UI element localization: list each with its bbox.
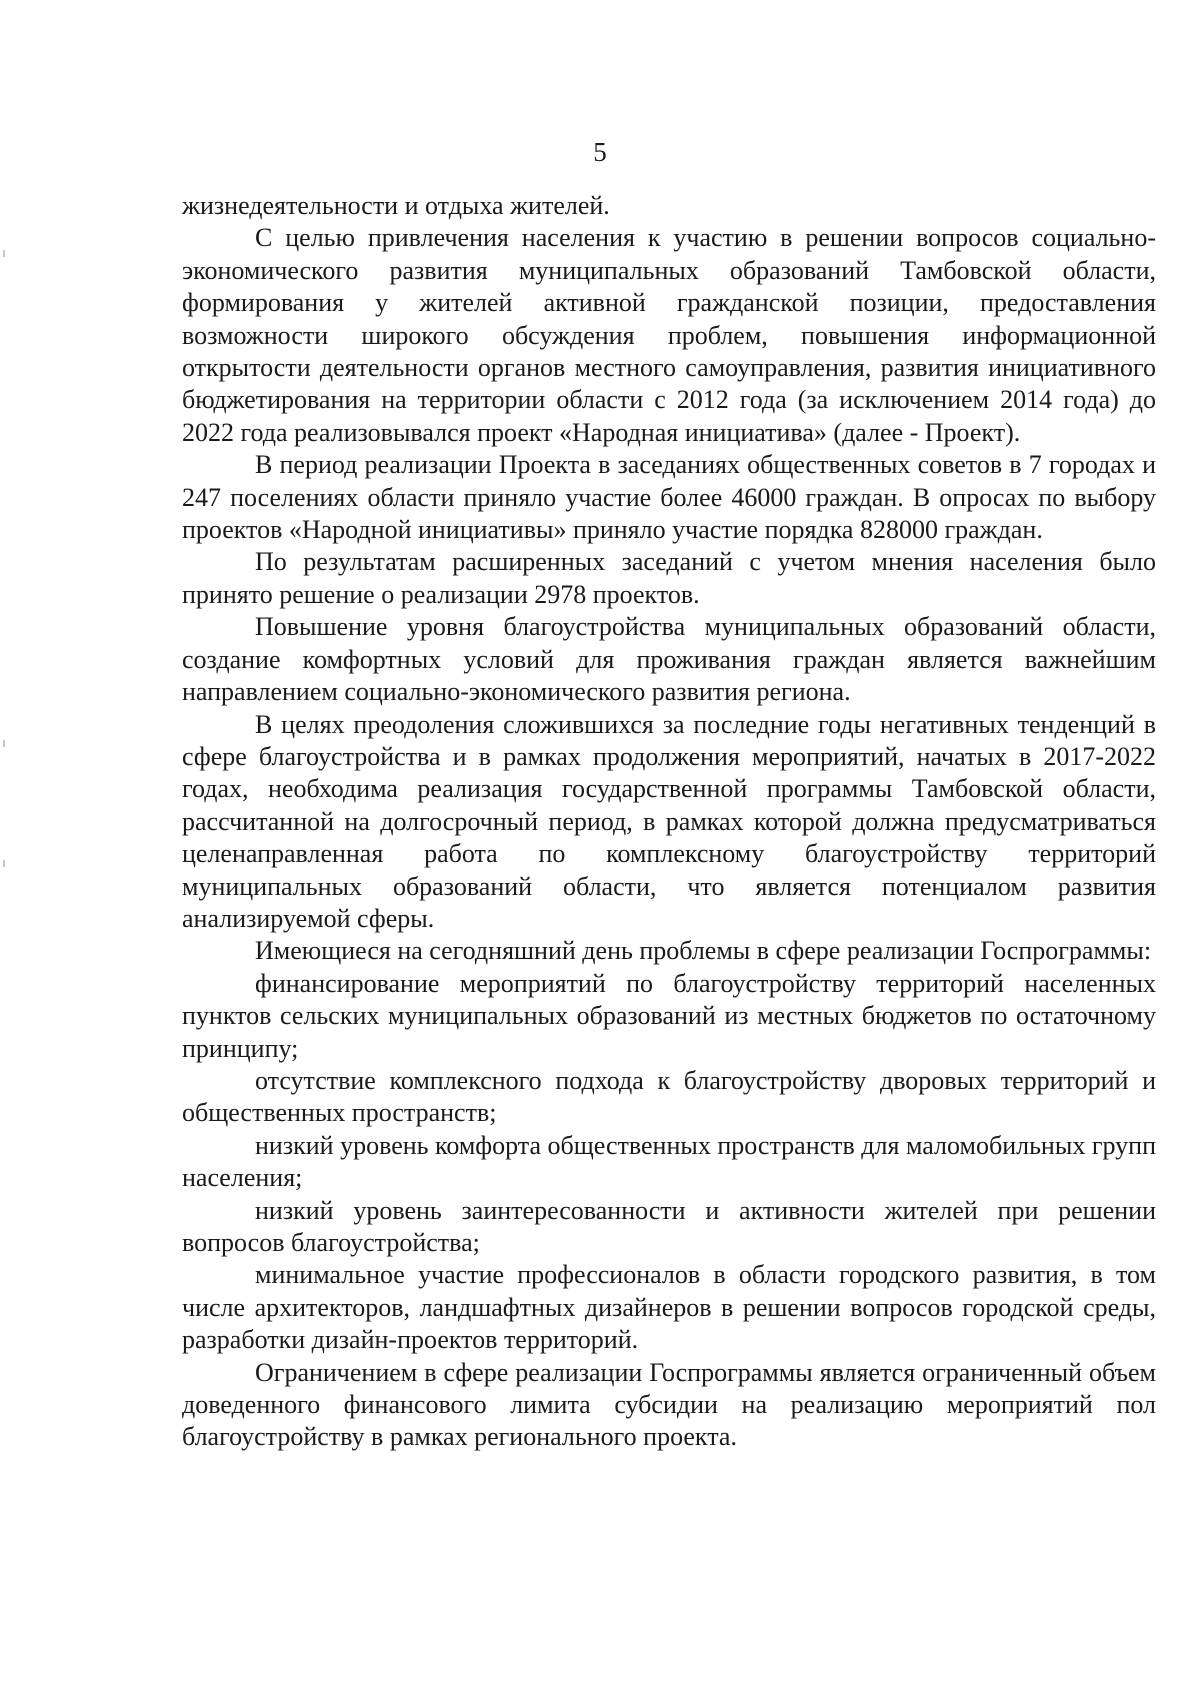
problem-item-professionals: минимальное участие профессионалов в области городского развития, в том числе архитекторов, ландшафтных дизайнеров в решении вопросов городской среды, разработки дизайн-проектов территорий.	[182, 1260, 1156, 1355]
paragraph-limitation: Ограничением в сфере реализации Госпрограммы является ограниченный объем доведенного финансового лимита субсидии на реализацию мероприятий пол благоустройству в рамках регионального проекта.	[182, 1357, 1156, 1452]
paragraph-results: По результатам расширенных заседаний с учетом мнения населения было принято решение о реализации 2978 проектов.	[182, 547, 1156, 609]
paragraph-project-goal: С целью привлечения населения к участию в решении вопросов социально-экономического развития муниципальных образований Тамбовской области, формирования у жителей активной гражданской позиции, предоставления возможности широкого обсуждения проблем, повышения информационной открытости деятельности органов местного самоуправления, развития инициативного бюджетирования на территории области с 2012 года (за исключением 2014 года) до 2022 года реализовывался проект «Народная инициатива» (далее - Проект).	[182, 223, 1156, 447]
paragraph-problems-intro: Имеющиеся на сегодняшний день проблемы в сфере реализации Госпрограммы:	[255, 936, 1152, 966]
paragraph-participation: В период реализации Проекта в заседаниях общественных советов в 7 городах и 247 поселениях области приняло участие более 46000 граждан. В опросах по выбору проектов «Народной инициативы» приняло участие порядка 828000 граждан.	[182, 450, 1156, 545]
paragraph-improvement: Повышение уровня благоустройства муниципальных образований области, создание комфортных условий для проживания граждан является важнейшим направлением социально-экономического развития региона.	[182, 612, 1156, 707]
scan-margin-mark	[3, 860, 5, 867]
scan-margin-mark	[3, 740, 5, 747]
scan-margin-mark	[3, 250, 5, 257]
problem-item-financing: финансирование мероприятий по благоустройству территорий населенных пунктов сельских муниципальных образований из местных бюджетов по остаточному принципу;	[182, 968, 1156, 1063]
problem-item-engagement: низкий уровень заинтересованности и активности жителей при решении вопросов благоустройства;	[182, 1195, 1156, 1257]
paragraph-program-need: В целях преодоления сложившихся за последние годы негативных тенденций в сфере благоустройства и в рамках продолжения мероприятий, начатых в 2017-2022 годах, необходима реализация государственной программы Тамбовской области, рассчитанной на долгосрочный период, в рамках которой должна предусматриваться целенаправленная работа по комплексному благоустройству территорий муниципальных образований области, что является потенциалом развития анализируемой сферы.	[182, 709, 1156, 933]
body-text	[182, 190, 1156, 1454]
paragraph-continuation: жизнедеятельности и отдыха жителей.	[182, 191, 610, 220]
problem-item-approach: отсутствие комплексного подхода к благоустройству дворовых территорий и общественных пространств;	[182, 1065, 1156, 1128]
page-number: 5	[593, 137, 607, 167]
problem-item-comfort: низкий уровень комфорта общественных пространств для маломобильных групп населения;	[182, 1130, 1156, 1193]
